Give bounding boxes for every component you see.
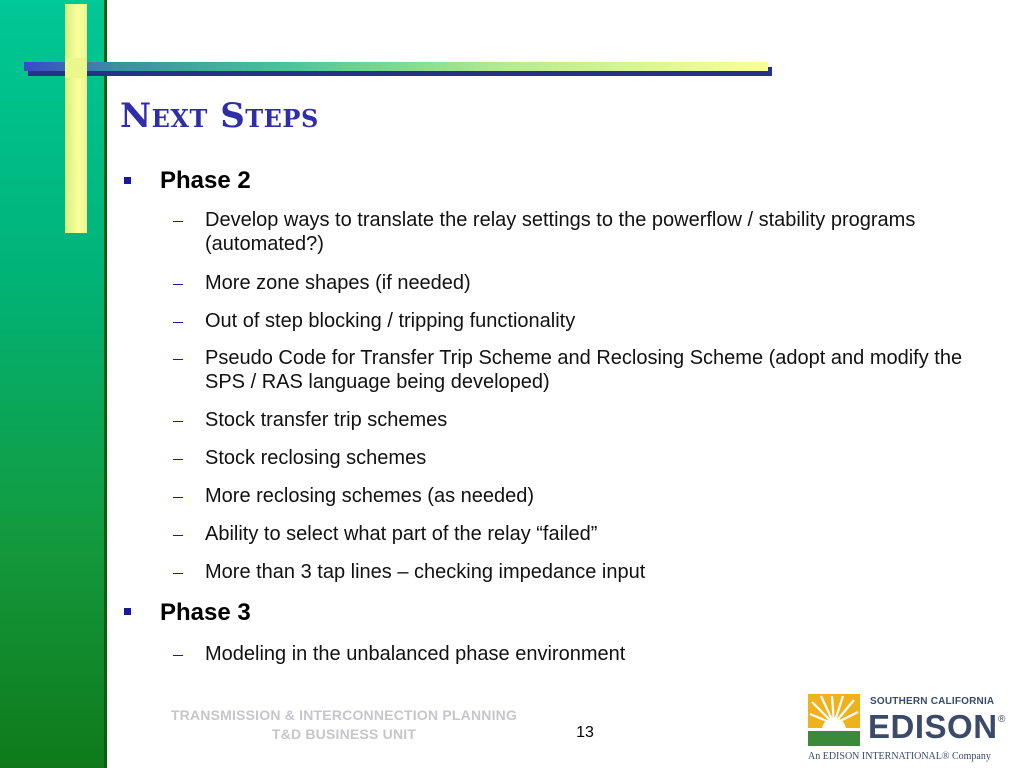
dash-bullet-icon	[173, 535, 183, 536]
list-item: Pseudo Code for Transfer Trip Scheme and Reclosing Scheme (adopt and modify the SPS / RAS language being developed)	[205, 347, 963, 393]
dash-bullet-icon	[173, 655, 183, 656]
list-item: Develop ways to translate the relay settings to the powerflow / stability programs (automated?)	[205, 209, 916, 255]
list-item: More zone shapes (if needed)	[205, 272, 471, 294]
slide-title: Next Steps	[120, 96, 319, 136]
dash-bullet-icon	[173, 421, 183, 422]
list-item: More than 3 tap lines – checking impedance input	[205, 561, 646, 583]
footer-line-2: T&D BUSINESS UNIT	[271, 726, 417, 742]
logo-tagline: An EDISON INTERNATIONAL® Company	[808, 751, 991, 762]
bullet-square-icon	[124, 177, 131, 184]
sidebar-edge	[104, 0, 107, 768]
page-number: 13	[576, 724, 594, 741]
footer-unit-label	[146, 706, 542, 744]
logo-brand-text: EDISON	[868, 708, 998, 745]
logo-region-text: SOUTHERN CALIFORNIA	[870, 696, 995, 707]
dash-bullet-icon	[173, 497, 183, 498]
list-item: More reclosing schemes (as needed)	[205, 485, 535, 507]
footer-line-1: TRANSMISSION & INTERCONNECTION PLANNING	[170, 707, 518, 723]
decorative-stripe-junction	[65, 58, 87, 78]
list-item: Stock transfer trip schemes	[205, 409, 448, 431]
dash-bullet-icon	[173, 573, 183, 574]
dash-bullet-icon	[173, 284, 183, 285]
dash-bullet-icon	[173, 221, 183, 222]
list-item: Modeling in the unbalanced phase environment	[205, 643, 626, 665]
dash-bullet-icon	[173, 322, 183, 323]
decorative-sidebar	[0, 0, 106, 768]
edison-logo	[808, 694, 1018, 764]
logo-registered-mark: ®	[998, 714, 1006, 725]
header-rule	[24, 62, 768, 71]
dash-bullet-icon	[173, 359, 183, 360]
decorative-vertical-stripe	[65, 4, 87, 233]
list-item: Stock reclosing schemes	[205, 447, 427, 469]
dash-bullet-icon	[173, 459, 183, 460]
list-item: Ability to select what part of the relay “failed”	[205, 523, 598, 545]
phase-heading: Phase 3	[160, 599, 251, 626]
phase-heading: Phase 2	[160, 167, 251, 194]
bullet-square-icon	[124, 608, 131, 615]
sunburst-logo-icon	[808, 694, 860, 746]
list-item: Out of step blocking / tripping functionality	[205, 310, 576, 332]
